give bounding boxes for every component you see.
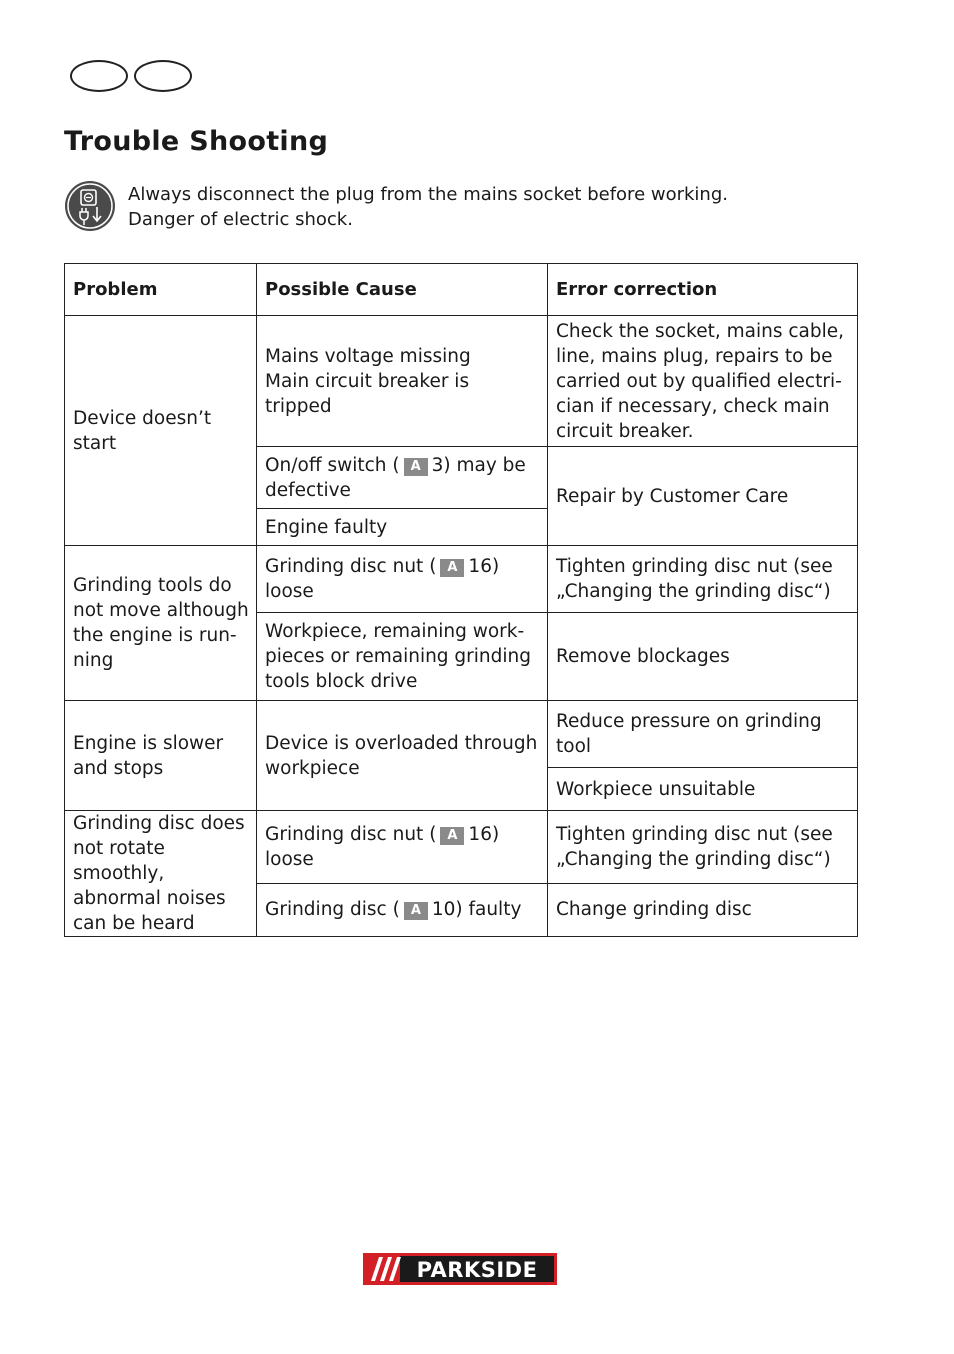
cause-cell bbox=[257, 316, 548, 447]
cause-cell bbox=[257, 811, 548, 884]
problem-cell: Device doesn’t start bbox=[65, 316, 257, 546]
correction-cell: Tighten grinding disc nut (see „Changing the grinding disc“) bbox=[548, 811, 858, 884]
cause-cell bbox=[257, 546, 548, 613]
language-oval-1 bbox=[70, 60, 128, 92]
cause-cell: Engine faulty bbox=[257, 509, 548, 546]
correction-cell: Remove blockages bbox=[548, 613, 858, 701]
cause-text: On/off switch ( bbox=[265, 454, 400, 476]
table-row bbox=[65, 546, 858, 613]
cause-cell: Workpiece, remaining work-pieces or remaining grinding tools block drive bbox=[257, 613, 548, 701]
warning-line-2: Danger of electric shock. bbox=[128, 209, 353, 230]
cause-text: 10) faulty bbox=[431, 899, 522, 921]
correction-cell: Check the socket, mains cable, line, mains plug, repairs to be carried out by qualified electri-cian if necessary, check main circuit breaker. bbox=[548, 316, 858, 447]
correction-cell: Change grinding disc bbox=[548, 883, 858, 937]
correction-cell: Workpiece unsuitable bbox=[548, 768, 858, 811]
page-title: Trouble Shooting bbox=[64, 126, 329, 157]
cause-cell bbox=[257, 883, 548, 937]
language-code-ovals bbox=[70, 60, 192, 92]
header-problem: Problem bbox=[65, 264, 257, 316]
figure-ref-badge: A bbox=[440, 827, 464, 845]
table-row bbox=[65, 701, 858, 768]
unplug-icon bbox=[64, 180, 116, 232]
header-error-correction: Error correction bbox=[548, 264, 858, 316]
language-oval-2 bbox=[134, 60, 192, 92]
parkside-logo bbox=[363, 1253, 557, 1285]
cause-text: 3) may be defective bbox=[265, 454, 526, 501]
problem-cell: Grinding tools do not move although the engine is run-ning bbox=[65, 546, 257, 701]
cause-cell: Device is overloaded through workpiece bbox=[257, 701, 548, 811]
table-header-row bbox=[65, 264, 858, 316]
cause-line: Mains voltage missing bbox=[265, 345, 471, 367]
table-row bbox=[65, 811, 858, 884]
warning-line-1: Always disconnect the plug from the mains socket before working. bbox=[128, 184, 728, 205]
cause-text: Grinding disc nut ( bbox=[265, 556, 437, 577]
cause-text: Grinding disc ( bbox=[265, 899, 400, 921]
problem-cell: Grinding disc does not rotate smoothly, abnormal noises can be heard bbox=[65, 811, 257, 937]
correction-cell: Tighten grinding disc nut (see „Changing the grinding disc“) bbox=[548, 546, 858, 613]
cause-text: 16) loose bbox=[265, 556, 500, 602]
correction-cell: Reduce pressure on grinding tool bbox=[548, 701, 858, 768]
figure-ref-badge: A bbox=[404, 902, 428, 920]
figure-ref-badge: A bbox=[404, 458, 428, 476]
cause-text: Grinding disc nut ( bbox=[265, 823, 437, 845]
safety-warning bbox=[64, 182, 728, 232]
cause-line: Main circuit breaker is tripped bbox=[265, 370, 470, 417]
cause-text: 16) loose bbox=[265, 823, 500, 870]
cause-cell bbox=[257, 447, 548, 509]
problem-cell: Engine is slower and stops bbox=[65, 701, 257, 811]
header-possible-cause: Possible Cause bbox=[257, 264, 548, 316]
logo-wordmark: PARKSIDE bbox=[416, 1258, 538, 1282]
figure-ref-badge: A bbox=[440, 559, 464, 577]
table-row bbox=[65, 316, 858, 447]
correction-cell: Repair by Customer Care bbox=[548, 447, 858, 546]
troubleshooting-table bbox=[64, 263, 858, 937]
